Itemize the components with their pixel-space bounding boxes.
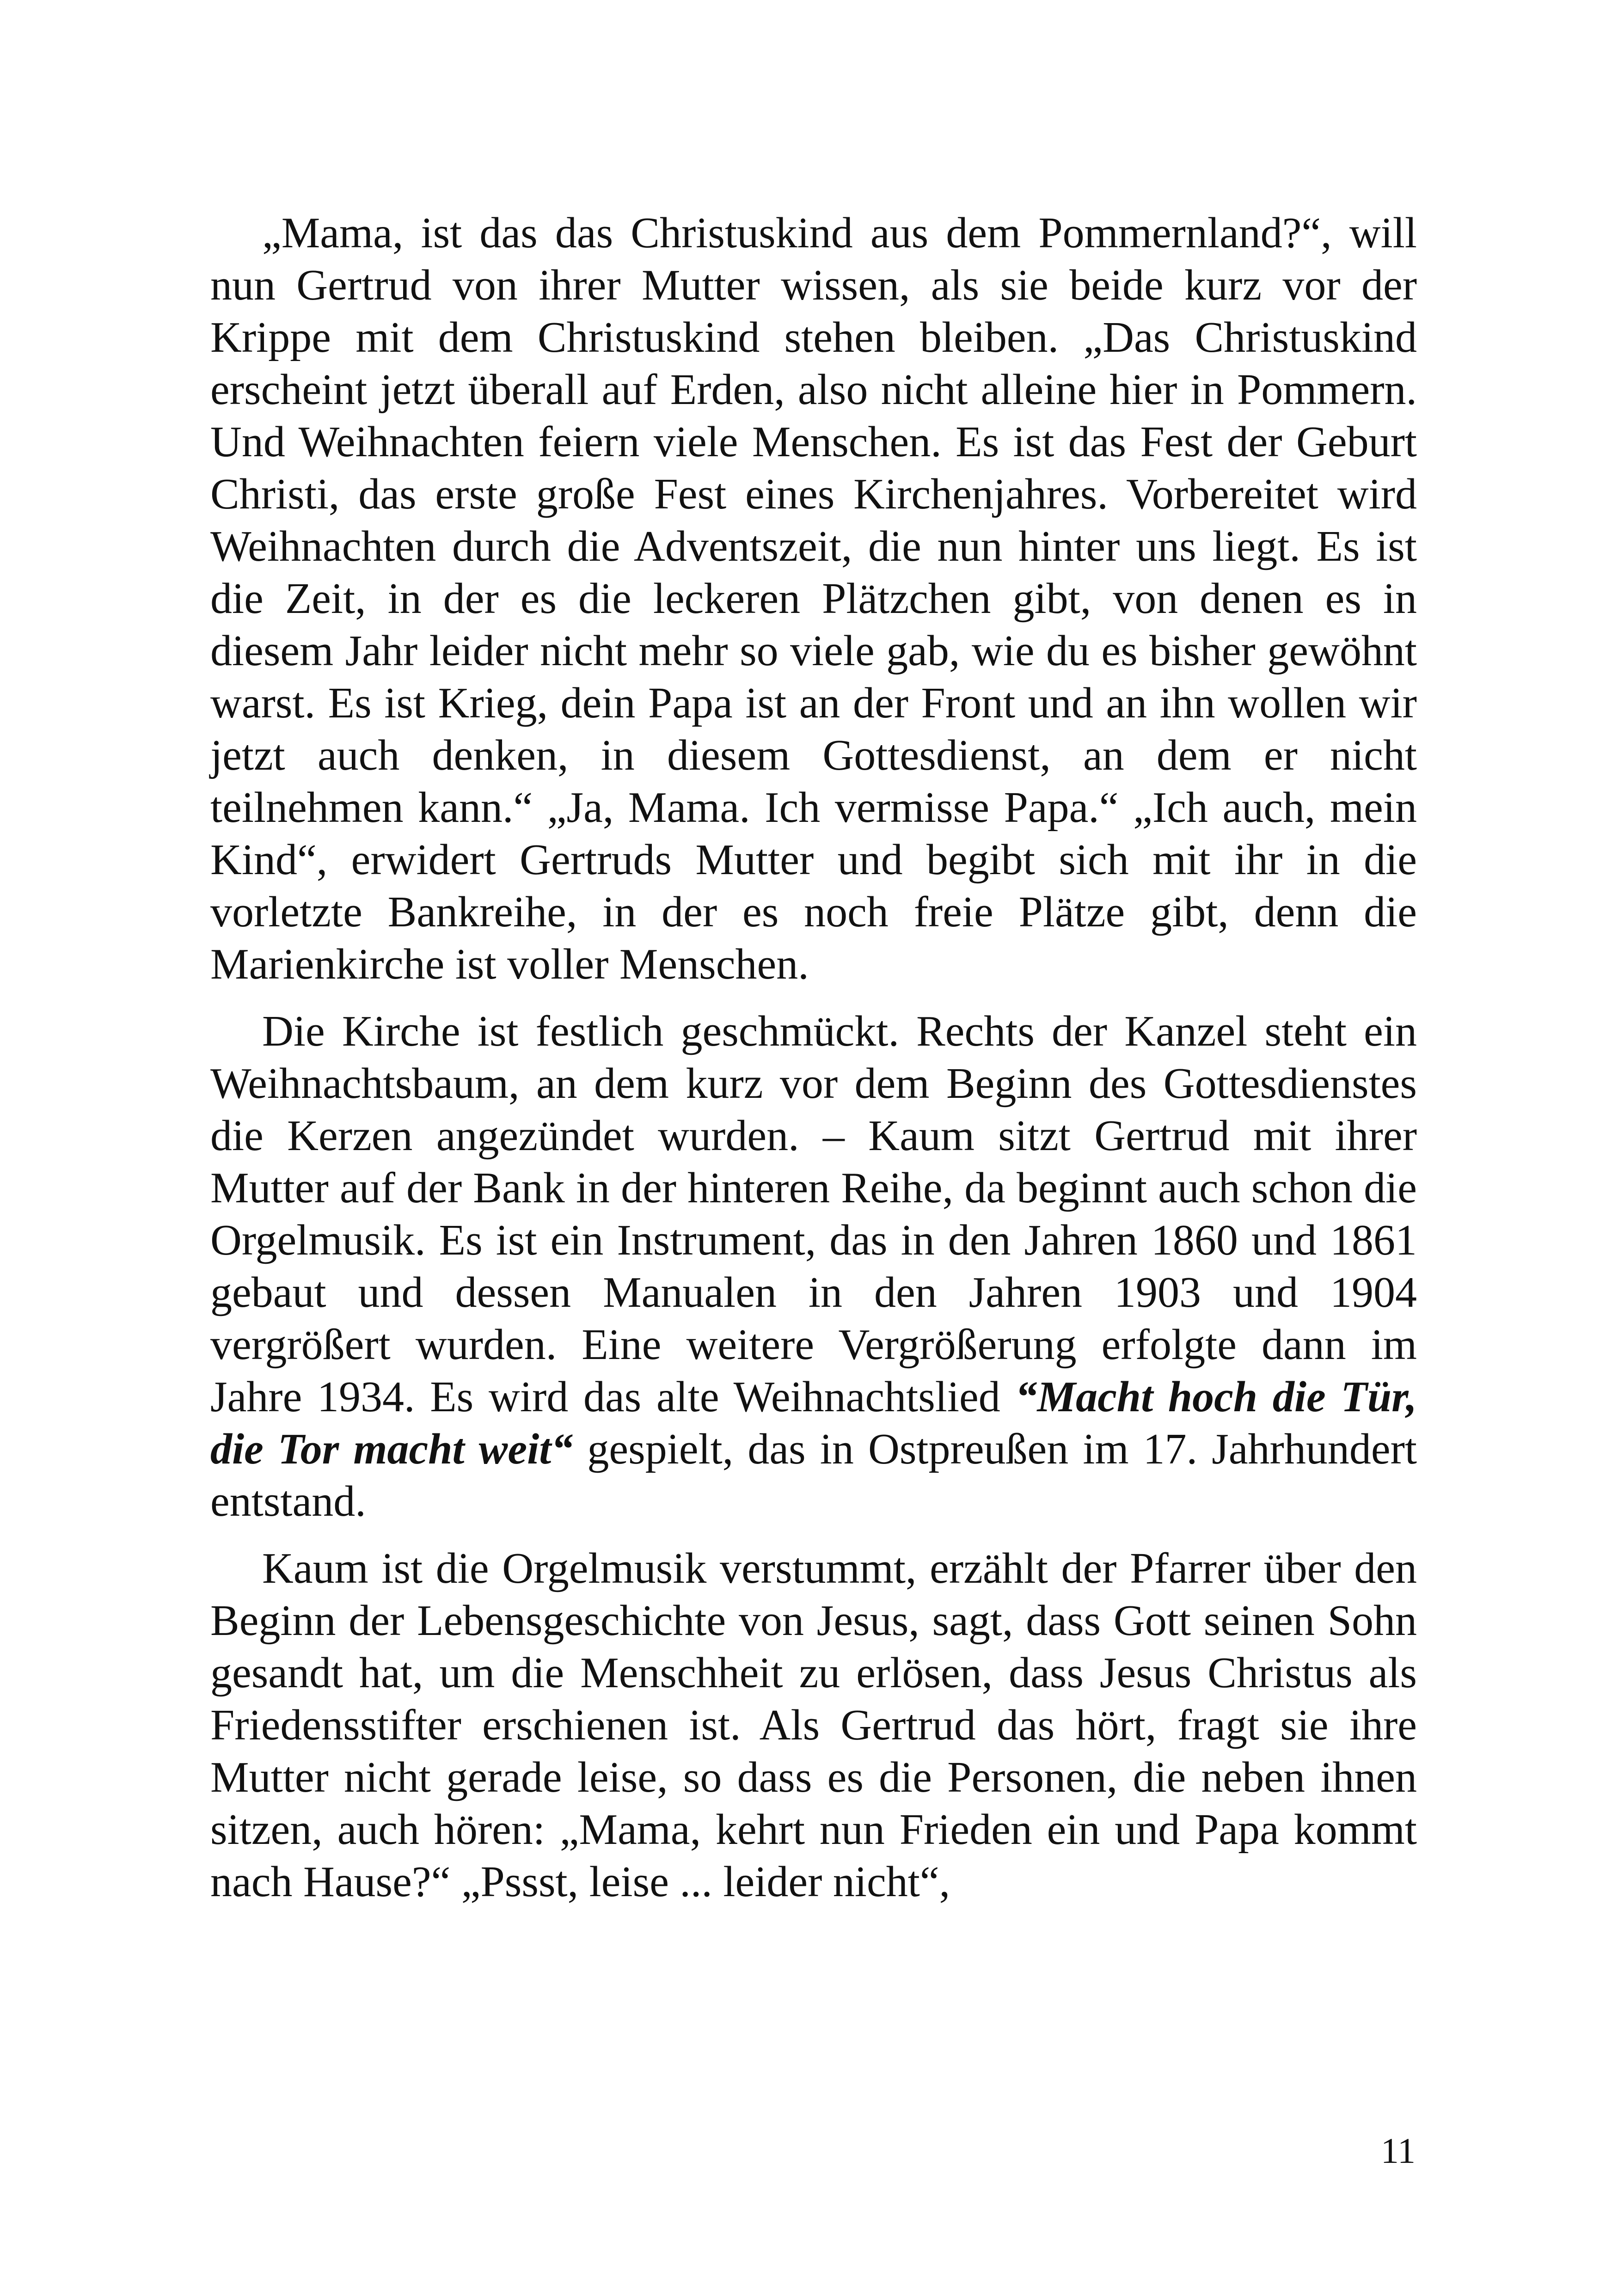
song-title: “Macht hoch die Tür, die Tor macht weit“ [210,1373,1417,1473]
page-number: 11 [1380,2131,1416,2171]
paragraph-2 [210,1005,1417,1528]
paragraph-2-text-before: Die Kirche ist festlich geschmückt. Rechts der Kanzel steht ein Weihnachtsbaum, an dem kurz vor dem Beginn des Gottesdienstes die Kerzen angezündet wurden. – Kaum sitzt Gertrud mit ihrer Mutter auf der Bank in der hinteren Reihe, da beginnt auch schon die Orgelmusik. Es ist ein Instrument, das in den Jahren 1860 und 1861 gebaut und dessen Manualen in den Jahren 1903 und 1904 vergrößert wurden. Eine weitere Vergrößerung erfolgte dann im Jahre 1934. Es wird das alte Weihnachtslied [210,1007,1417,1421]
paragraph-3: Kaum ist die Orgelmusik verstummt, erzählt der Pfarrer über den Beginn der Lebensgeschichte von Jesus, sagt, dass Gott seinen Sohn gesandt hat, um die Menschheit zu erlösen, dass Jesus Christus als Friedensstifter erschienen ist. Als Gertrud das hört, fragt sie ihre Mutter nicht gerade leise, so dass es die Personen, die neben ihnen sitzen, auch hören: „Mama, kehrt nun Frieden ein und Papa kommt nach Hause?“ „Pssst, leise ... leider nicht“, [210,1544,1417,1906]
body-text [210,207,1417,1908]
paragraph-2-text-after: gespielt, das in Ostpreußen im 17. Jahrhundert entstand. [210,1425,1417,1525]
paragraph-1: „Mama, ist das das Christuskind aus dem Pommernland?“, will nun Gertrud von ihrer Mutter wissen, als sie beide kurz vor der Krippe mit dem Christuskind stehen bleiben. „Das Christuskind erscheint jetzt überall auf Erden, also nicht alleine hier in Pommern. Und Weihnachten feiern viele Menschen. Es ist das Fest der Geburt Christi, das erste große Fest eines Kirchenjahres. Vorbereitet wird Weihnachten durch die Adventszeit, die nun hinter uns liegt. Es ist die Zeit, in der es die leckeren Plätzchen gibt, von denen es in diesem Jahr leider nicht mehr so viele gab, wie du es bisher gewöhnt warst. Es ist Krieg, dein Papa ist an der Front und an ihn wollen wir jetzt auch denken, in diesem Gottesdienst, an dem er nicht teilnehmen kann.“ „Ja, Mama. Ich vermisse Papa.“ „Ich auch, mein Kind“, erwidert Gertruds Mutter und begibt sich mit ihr in die vorletzte Bankreihe, in der es noch freie Plätze gibt, denn die Marienkirche ist voller Menschen. [210,209,1417,988]
